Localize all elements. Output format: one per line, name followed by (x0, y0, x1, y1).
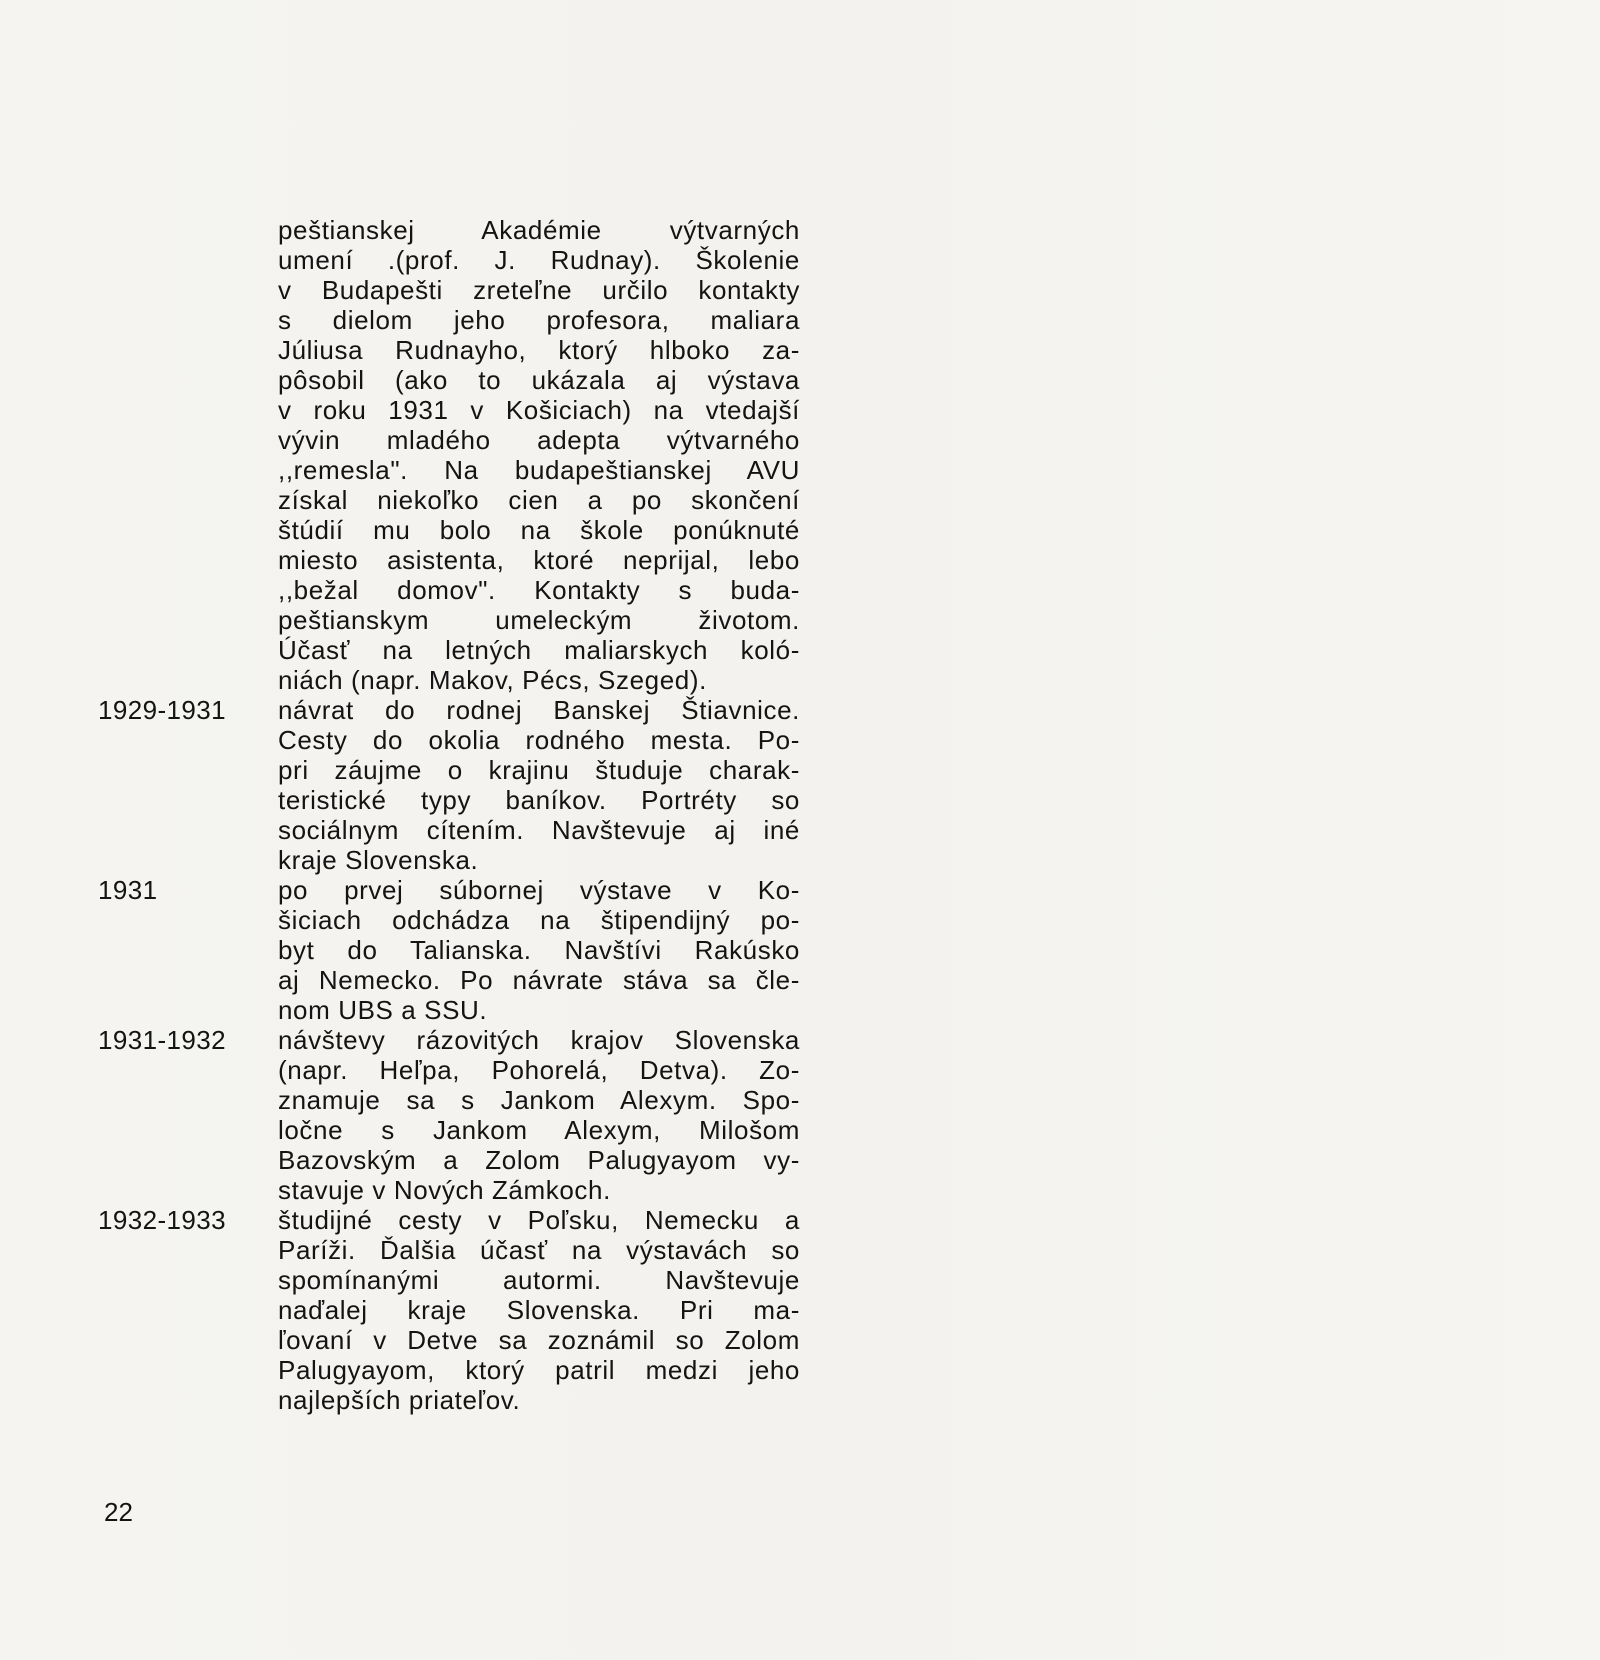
entry-description (278, 1025, 800, 1205)
text-line: znamuje sa s Jankom Alexym. Spo- (278, 1085, 800, 1115)
text-line: byt do Talianska. Navštívi Rakúsko (278, 935, 800, 965)
text-line: návrat do rodnej Banskej Štiavnice. (278, 695, 800, 725)
text-line: ločne s Jankom Alexym, Milošom (278, 1115, 800, 1145)
text-line: návštevy rázovitých krajov Slovenska (278, 1025, 800, 1055)
text-line: nom UBS a SSU. (278, 995, 488, 1025)
text-line: najlepších priateľov. (278, 1385, 521, 1415)
entry-description (278, 875, 800, 1025)
entry-description (278, 1205, 800, 1415)
chronology-entry (98, 1205, 803, 1415)
text-line: spomínanými autormi. Navštevuje (278, 1265, 800, 1295)
text-line: Palugyayom, ktorý patril medzi jeho (278, 1355, 800, 1385)
text-line: sociálnym cítením. Navštevuje aj iné (278, 815, 800, 845)
text-line: vývin mladého adepta výtvarného (278, 425, 800, 455)
page-number: 22 (104, 1497, 133, 1527)
chronology-entry (98, 875, 803, 1025)
text-line: v roku 1931 v Košiciach) na vtedajší (278, 395, 800, 425)
text-line: naďalej kraje Slovenska. Pri ma- (278, 1295, 800, 1325)
entry-year: 1932-1933 (98, 1205, 226, 1235)
text-line: stavuje v Nových Zámkoch. (278, 1175, 611, 1205)
entry-description (278, 695, 800, 875)
text-line: získal niekoľko cien a po skončení (278, 485, 800, 515)
text-line: ľovaní v Detve sa zoznámil so Zolom (278, 1325, 800, 1355)
text-line: ,,bežal domov". Kontakty s buda- (278, 575, 800, 605)
chronology-entry (98, 1025, 803, 1205)
text-line: pri záujme o krajinu študuje charak- (278, 755, 800, 785)
text-line: pôsobil (ako to ukázala aj výstava (278, 365, 800, 395)
text-line: Cesty do okolia rodného mesta. Po- (278, 725, 800, 755)
text-line: kraje Slovenska. (278, 845, 479, 875)
text-line: Účasť na letných maliarskych koló- (278, 635, 800, 665)
text-line: s dielom jeho profesora, maliara (278, 305, 800, 335)
text-line: šiciach odchádza na štipendijný po- (278, 905, 800, 935)
text-line: študijné cesty v Poľsku, Nemecku a (278, 1205, 800, 1235)
text-line: peštianskym umeleckým životom. (278, 605, 800, 635)
text-line: ,,remesla". Na budapeštianskej AVU (278, 455, 800, 485)
entry-year: 1929-1931 (98, 695, 226, 725)
text-line: niách (napr. Makov, Pécs, Szeged). (278, 665, 707, 695)
chronology-entry (98, 695, 803, 875)
text-line: teristické typy baníkov. Portréty so (278, 785, 800, 815)
text-line: v Budapešti zreteľne určilo kontakty (278, 275, 800, 305)
text-line: Bazovským a Zolom Palugyayom vy- (278, 1145, 800, 1175)
text-line: aj Nemecko. Po návrate stáva sa čle- (278, 965, 800, 995)
text-line: štúdií mu bolo na škole ponúknuté (278, 515, 800, 545)
text-line: Paríži. Ďalšia účasť na výstavách so (278, 1235, 800, 1265)
text-line: (napr. Heľpa, Pohorelá, Detva). Zo- (278, 1055, 800, 1085)
chronology-entry (98, 215, 803, 695)
text-line: po prvej súbornej výstave v Ko- (278, 875, 800, 905)
entry-description (278, 215, 800, 695)
entry-year: 1931 (98, 875, 158, 905)
entry-year: 1931-1932 (98, 1025, 226, 1055)
text-line: miesto asistenta, ktoré neprijal, lebo (278, 545, 800, 575)
text-line: umení .(prof. J. Rudnay). Školenie (278, 245, 800, 275)
text-line: peštianskej Akadémie výtvarných (278, 215, 800, 245)
biography-chronology (98, 215, 803, 1415)
text-line: Júliusa Rudnayho, ktorý hlboko za- (278, 335, 800, 365)
